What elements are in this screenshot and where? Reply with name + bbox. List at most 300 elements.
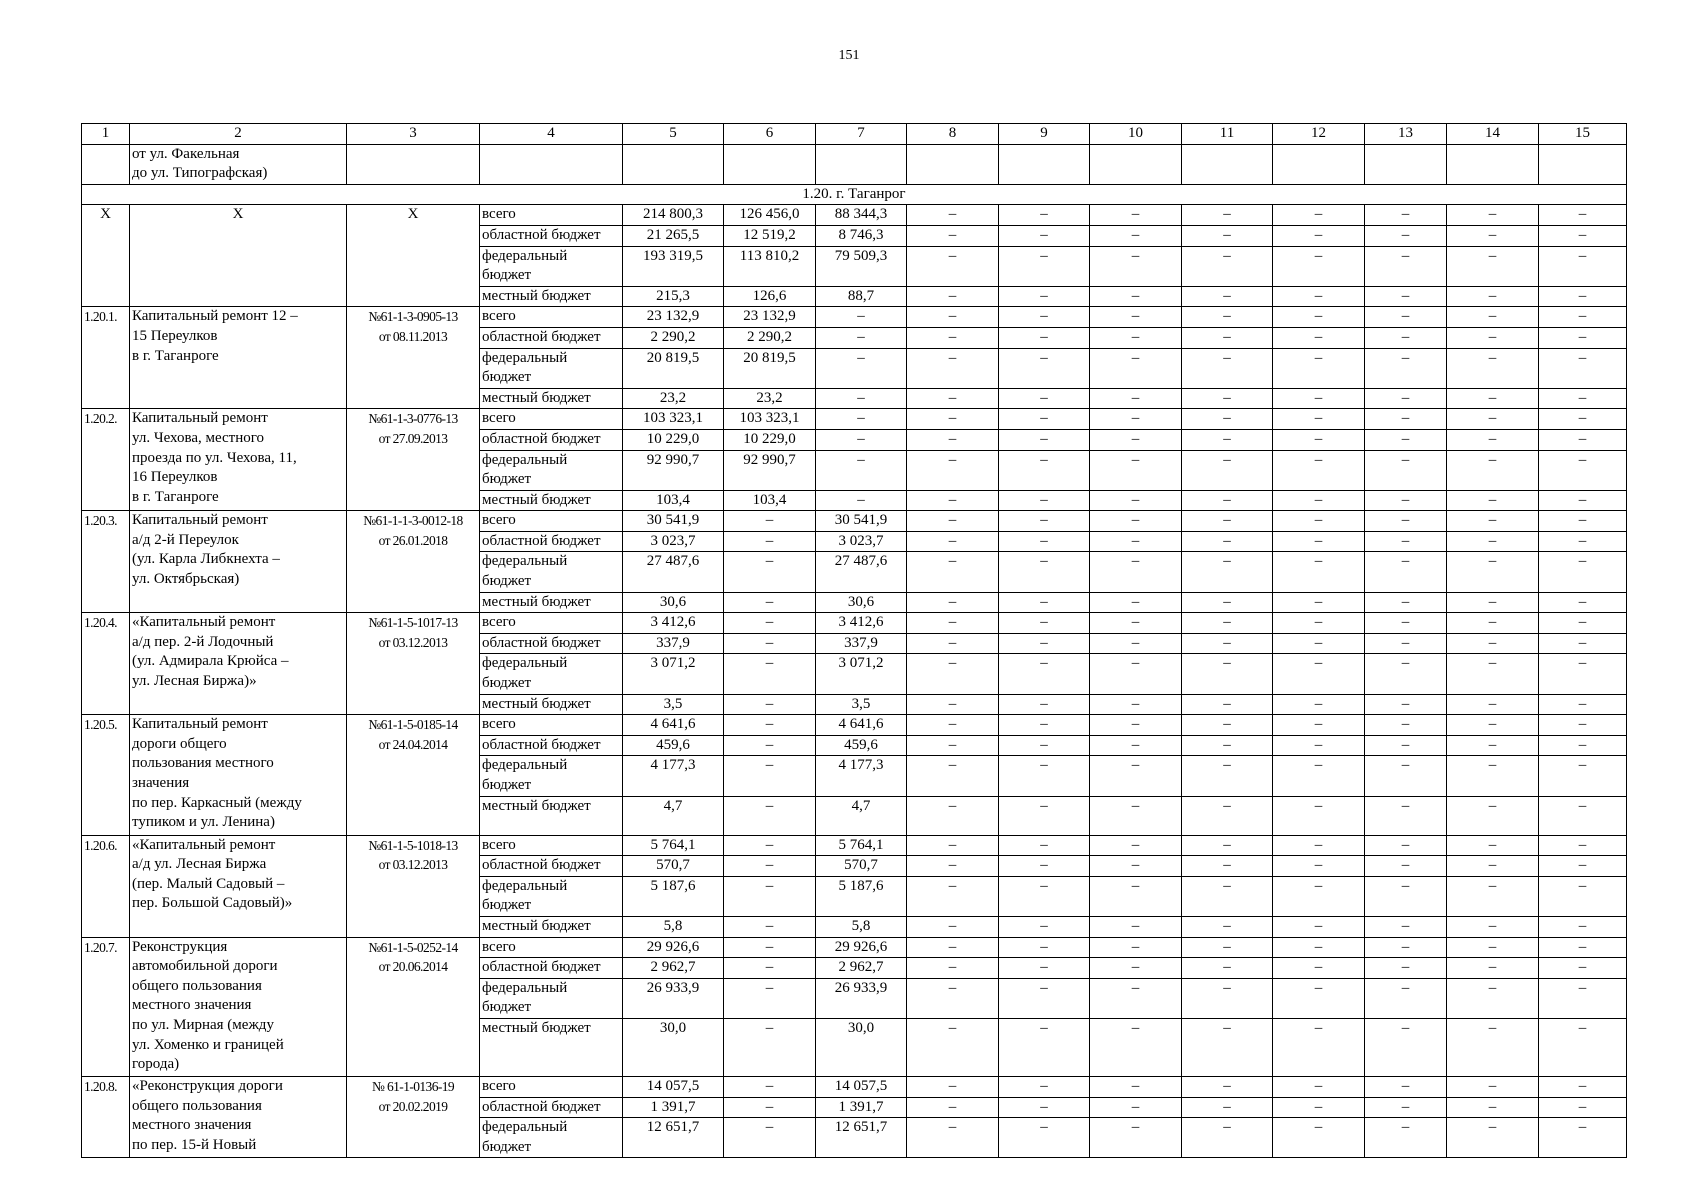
empty-cell xyxy=(999,144,1090,184)
dash-cell: – xyxy=(907,409,999,430)
dash-cell: – xyxy=(999,694,1090,715)
decision-line: от 08.11.2013 xyxy=(378,328,448,344)
decision-line: №61-1-5-0185-14 xyxy=(368,717,458,733)
value-col7: 30,0 xyxy=(816,1018,907,1076)
value-col7: – xyxy=(816,327,907,348)
dash-cell: – xyxy=(1447,958,1539,979)
dash-cell: – xyxy=(1365,286,1447,307)
value-col6: 126,6 xyxy=(724,286,816,307)
funding-source: областной бюджет xyxy=(480,531,623,552)
funding-source: местный бюджет xyxy=(480,286,623,307)
carry-over-row xyxy=(82,144,1627,184)
decision-line: от 03.12.2013 xyxy=(378,634,448,650)
value-col5: 5 764,1 xyxy=(623,835,724,856)
funding-source: областной бюджет xyxy=(480,958,623,979)
dash-cell: – xyxy=(1447,286,1539,307)
object-name-line: дороги общего xyxy=(132,735,227,752)
object-name-line: по ул. Мирная (между xyxy=(132,1016,274,1033)
value-col6: – xyxy=(724,633,816,654)
dash-cell: – xyxy=(999,735,1090,756)
value-col5: 12 651,7 xyxy=(623,1118,724,1158)
dash-cell: – xyxy=(1365,552,1447,592)
dash-cell: – xyxy=(1539,450,1627,490)
dash-cell: – xyxy=(1447,511,1539,532)
empty-cell xyxy=(724,144,816,184)
dash-cell: – xyxy=(907,756,999,796)
empty-cell xyxy=(907,144,999,184)
dash-cell: – xyxy=(1365,592,1447,613)
value-col7: – xyxy=(816,388,907,409)
dash-cell: – xyxy=(1273,694,1365,715)
value-col7: 5 187,6 xyxy=(816,876,907,916)
object-name-line: Капитальный ремонт xyxy=(132,716,268,733)
value-col6: – xyxy=(724,937,816,958)
value-col6: – xyxy=(724,531,816,552)
object-code: 1.20.6. xyxy=(82,835,130,937)
funding-source: областной бюджет xyxy=(480,735,623,756)
object-name-line: до ул. Типографская) xyxy=(132,165,268,182)
object-name-line: а/д 2-й Переулок xyxy=(132,531,239,548)
dash-cell: – xyxy=(999,1118,1090,1158)
decision-line: от 03.12.2013 xyxy=(378,857,448,873)
value-col5: 103,4 xyxy=(623,490,724,511)
dash-cell: – xyxy=(907,450,999,490)
dash-cell: – xyxy=(1273,1097,1365,1118)
dash-cell: – xyxy=(1539,1118,1627,1158)
dash-cell: – xyxy=(1182,633,1273,654)
dash-cell: – xyxy=(1090,694,1182,715)
empty-cell xyxy=(1182,144,1273,184)
dash-cell: – xyxy=(1090,225,1182,246)
dash-cell: – xyxy=(1273,735,1365,756)
value-col6: – xyxy=(724,592,816,613)
dash-cell: – xyxy=(1273,205,1365,226)
dash-cell: – xyxy=(907,694,999,715)
dash-cell: – xyxy=(1365,511,1447,532)
value-col5: 337,9 xyxy=(623,633,724,654)
dash-cell: – xyxy=(999,307,1090,328)
dash-cell: – xyxy=(1182,409,1273,430)
funding-source: федеральный бюджет xyxy=(480,1118,623,1158)
dash-cell: – xyxy=(999,958,1090,979)
dash-cell: – xyxy=(907,429,999,450)
value-col7: 79 509,3 xyxy=(816,246,907,286)
dash-cell: – xyxy=(1539,916,1627,937)
value-col5: 2 290,2 xyxy=(623,327,724,348)
dash-cell: – xyxy=(1273,490,1365,511)
object-name-line: (пер. Малый Садовый – xyxy=(132,875,285,892)
dash-cell: – xyxy=(999,1097,1090,1118)
dash-cell: – xyxy=(1273,348,1365,388)
column-number: 15 xyxy=(1539,124,1627,145)
dash-cell: – xyxy=(999,388,1090,409)
dash-cell: – xyxy=(1182,225,1273,246)
column-number: 9 xyxy=(999,124,1090,145)
dash-cell: – xyxy=(907,978,999,1018)
decision-cell xyxy=(347,937,480,1076)
dash-cell: – xyxy=(1273,1118,1365,1158)
dash-cell: – xyxy=(1365,1097,1447,1118)
decision-line: от 24.04.2014 xyxy=(378,736,448,752)
object-name-cell xyxy=(130,715,347,835)
dash-cell: – xyxy=(1090,205,1182,226)
object-name-line: общего пользования xyxy=(132,977,262,994)
dash-cell: – xyxy=(999,511,1090,532)
dash-cell: – xyxy=(1365,633,1447,654)
budget-source-row xyxy=(82,1076,1627,1097)
dash-cell: – xyxy=(1447,225,1539,246)
dash-cell: – xyxy=(1447,388,1539,409)
dash-cell: – xyxy=(1447,613,1539,634)
dash-cell: – xyxy=(1447,1118,1539,1158)
column-number: 12 xyxy=(1273,124,1365,145)
decision-line: от 27.09.2013 xyxy=(378,430,448,446)
empty-cell xyxy=(1090,144,1182,184)
dash-cell: – xyxy=(1182,307,1273,328)
value-col7: 8 746,3 xyxy=(816,225,907,246)
dash-cell: – xyxy=(1539,633,1627,654)
dash-cell: – xyxy=(1365,490,1447,511)
funding-source: областной бюджет xyxy=(480,225,623,246)
dash-cell: – xyxy=(1539,592,1627,613)
dash-cell: – xyxy=(1090,286,1182,307)
funding-source: федеральный бюджет xyxy=(480,978,623,1018)
dash-cell: – xyxy=(1539,694,1627,715)
decision-line: №61-1-5-1017-13 xyxy=(368,615,458,631)
value-col5: 27 487,6 xyxy=(623,552,724,592)
dash-cell: – xyxy=(1182,286,1273,307)
column-number: 7 xyxy=(816,124,907,145)
empty-cell xyxy=(623,144,724,184)
value-col7: 88,7 xyxy=(816,286,907,307)
value-col7: 5 764,1 xyxy=(816,835,907,856)
dash-cell: – xyxy=(1273,876,1365,916)
dash-cell: – xyxy=(1273,1076,1365,1097)
dash-cell: – xyxy=(1090,735,1182,756)
dash-cell: – xyxy=(999,613,1090,634)
object-name-line: автомобильной дороги xyxy=(132,958,278,975)
dash-cell: – xyxy=(1539,552,1627,592)
column-number: 13 xyxy=(1365,124,1447,145)
funding-source: федеральный бюджет xyxy=(480,552,623,592)
dash-cell: – xyxy=(1365,694,1447,715)
dash-cell: – xyxy=(1365,388,1447,409)
dash-cell: – xyxy=(1273,613,1365,634)
dash-cell: – xyxy=(907,633,999,654)
dash-cell: – xyxy=(1090,613,1182,634)
dash-cell: – xyxy=(1447,835,1539,856)
column-number: 1 xyxy=(82,124,130,145)
dash-cell: – xyxy=(1090,409,1182,430)
value-col6: – xyxy=(724,756,816,796)
object-name-line: пользования местного xyxy=(132,755,274,772)
dash-cell: – xyxy=(1447,348,1539,388)
object-name-line: значения xyxy=(132,775,190,791)
funding-source: всего xyxy=(480,715,623,736)
object-name-line: (ул. Адмирала Крюйса – xyxy=(132,653,289,670)
object-name-line: 15 Переулков xyxy=(132,327,218,344)
funding-source: всего xyxy=(480,409,623,430)
value-col5: 5 187,6 xyxy=(623,876,724,916)
value-col6: – xyxy=(724,796,816,835)
dash-cell: – xyxy=(1365,958,1447,979)
dash-cell: – xyxy=(1273,225,1365,246)
object-name-line: в г. Таганроге xyxy=(132,347,219,364)
dash-cell: – xyxy=(1365,876,1447,916)
dash-cell: – xyxy=(1447,307,1539,328)
object-name-cell xyxy=(130,409,347,511)
dash-cell: – xyxy=(1273,835,1365,856)
dash-cell: – xyxy=(1365,978,1447,1018)
dash-cell: – xyxy=(907,856,999,877)
dash-cell: – xyxy=(1090,1097,1182,1118)
dash-cell: – xyxy=(1539,511,1627,532)
dash-cell: – xyxy=(1090,876,1182,916)
dash-cell: – xyxy=(1447,735,1539,756)
value-col6: – xyxy=(724,654,816,694)
funding-source: федеральный бюджет xyxy=(480,756,623,796)
dash-cell: – xyxy=(1182,490,1273,511)
dash-cell: – xyxy=(1090,388,1182,409)
dash-cell: – xyxy=(1539,958,1627,979)
dash-cell: – xyxy=(907,916,999,937)
value-col6: 2 290,2 xyxy=(724,327,816,348)
funding-source: местный бюджет xyxy=(480,694,623,715)
funding-source: местный бюджет xyxy=(480,1018,623,1076)
dash-cell: – xyxy=(1182,735,1273,756)
dash-cell: – xyxy=(1447,327,1539,348)
dash-cell: – xyxy=(999,796,1090,835)
value-col5: 30,0 xyxy=(623,1018,724,1076)
value-col6: – xyxy=(724,835,816,856)
dash-cell: – xyxy=(1090,958,1182,979)
value-col7: 30,6 xyxy=(816,592,907,613)
page-number: 151 xyxy=(838,48,860,63)
value-col7: 27 487,6 xyxy=(816,552,907,592)
dash-cell: – xyxy=(1182,1118,1273,1158)
budget-table xyxy=(81,123,1627,1158)
value-col5: 20 819,5 xyxy=(623,348,724,388)
dash-cell: – xyxy=(1447,552,1539,592)
decision-line: № 61-1-0136-19 xyxy=(371,1078,455,1094)
dash-cell: – xyxy=(999,633,1090,654)
dash-cell: – xyxy=(999,429,1090,450)
dash-cell: – xyxy=(907,613,999,634)
dash-cell: – xyxy=(1365,715,1447,736)
dash-cell: – xyxy=(1182,429,1273,450)
dash-cell: – xyxy=(1273,592,1365,613)
value-col5: 2 962,7 xyxy=(623,958,724,979)
dash-cell: – xyxy=(999,592,1090,613)
dash-cell: – xyxy=(999,916,1090,937)
object-name-line: тупиком и ул. Ленина) xyxy=(132,814,275,831)
value-col6: – xyxy=(724,694,816,715)
dash-cell: – xyxy=(1182,937,1273,958)
dash-cell: – xyxy=(1182,856,1273,877)
dash-cell: – xyxy=(1182,1097,1273,1118)
object-name-line: а/д пер. 2-й Лодочный xyxy=(132,633,274,650)
object-name-line: проезда по ул. Чехова, 11, xyxy=(132,449,297,466)
dash-cell: – xyxy=(907,490,999,511)
dash-cell: – xyxy=(1273,1018,1365,1076)
value-col5: 3 071,2 xyxy=(623,654,724,694)
object-name-cell xyxy=(130,511,347,613)
dash-cell: – xyxy=(907,552,999,592)
decision-line: №61-1-3-0905-13 xyxy=(368,309,458,325)
object-name-cell xyxy=(130,307,347,409)
funding-source: местный бюджет xyxy=(480,796,623,835)
dash-cell: – xyxy=(1447,937,1539,958)
object-code: 1.20.4. xyxy=(82,613,130,715)
dash-cell: – xyxy=(1182,552,1273,592)
value-col6: – xyxy=(724,876,816,916)
funding-source: местный бюджет xyxy=(480,388,623,409)
column-number: 6 xyxy=(724,124,816,145)
dash-cell: – xyxy=(907,835,999,856)
object-name-line: а/д ул. Лесная Биржа xyxy=(132,856,267,873)
object-name-line: местного значения xyxy=(132,997,252,1014)
dash-cell: – xyxy=(1273,450,1365,490)
funding-source: местный бюджет xyxy=(480,916,623,937)
budget-source-row xyxy=(82,715,1627,736)
dash-cell: – xyxy=(1090,490,1182,511)
dash-cell: – xyxy=(907,592,999,613)
dash-cell: – xyxy=(1447,531,1539,552)
dash-cell: – xyxy=(1090,916,1182,937)
value-col5: 3 412,6 xyxy=(623,613,724,634)
dash-cell: – xyxy=(999,1018,1090,1076)
empty-cell xyxy=(480,144,623,184)
dash-cell: – xyxy=(1273,856,1365,877)
dash-cell: – xyxy=(1539,1097,1627,1118)
dash-cell: – xyxy=(1539,654,1627,694)
budget-source-row xyxy=(82,511,1627,532)
value-col6: 10 229,0 xyxy=(724,429,816,450)
value-col6: – xyxy=(724,715,816,736)
dash-cell: – xyxy=(1273,246,1365,286)
value-col7: 2 962,7 xyxy=(816,958,907,979)
value-col5: 5,8 xyxy=(623,916,724,937)
dash-cell: – xyxy=(1539,1076,1627,1097)
value-col5: 103 323,1 xyxy=(623,409,724,430)
value-col7: 337,9 xyxy=(816,633,907,654)
dash-cell: – xyxy=(1447,450,1539,490)
dash-cell: – xyxy=(1090,327,1182,348)
dash-cell: – xyxy=(1182,796,1273,835)
decision-cell xyxy=(347,511,480,613)
object-name-line: по пер. Каркасный (между xyxy=(132,794,302,811)
dash-cell: – xyxy=(1182,531,1273,552)
column-number-row xyxy=(82,124,1627,145)
object-name-line: Капитальный ремонт xyxy=(132,410,268,427)
column-number: 11 xyxy=(1182,124,1273,145)
decision-line: №61-1-5-1018-13 xyxy=(368,837,458,853)
decision-line: №61-1-3-0776-13 xyxy=(368,411,458,427)
code-cell: Х xyxy=(82,205,130,307)
value-col6: 113 810,2 xyxy=(724,246,816,286)
funding-source: областной бюджет xyxy=(480,856,623,877)
funding-source: всего xyxy=(480,307,623,328)
dash-cell: – xyxy=(999,978,1090,1018)
dash-cell: – xyxy=(999,205,1090,226)
dash-cell: – xyxy=(907,511,999,532)
value-col6: 23 132,9 xyxy=(724,307,816,328)
dash-cell: – xyxy=(1273,715,1365,736)
dash-cell: – xyxy=(1273,796,1365,835)
dash-cell: – xyxy=(1539,613,1627,634)
value-col6: – xyxy=(724,916,816,937)
object-name-line: 16 Переулков xyxy=(132,469,218,486)
value-col5: 4 641,6 xyxy=(623,715,724,736)
dash-cell: – xyxy=(1447,694,1539,715)
dash-cell: – xyxy=(907,654,999,694)
object-name-line: Капитальный ремонт xyxy=(132,512,268,529)
funding-source: федеральный бюджет xyxy=(480,654,623,694)
object-name-line: ул. Октябрьская) xyxy=(132,571,240,588)
funding-source: всего xyxy=(480,937,623,958)
dash-cell: – xyxy=(1365,856,1447,877)
value-col6: 103 323,1 xyxy=(724,409,816,430)
dash-cell: – xyxy=(1539,531,1627,552)
dash-cell: – xyxy=(1539,490,1627,511)
value-col6: – xyxy=(724,1018,816,1076)
dash-cell: – xyxy=(1365,756,1447,796)
dash-cell: – xyxy=(1539,835,1627,856)
dash-cell: – xyxy=(1273,286,1365,307)
dash-cell: – xyxy=(999,1076,1090,1097)
value-col7: 1 391,7 xyxy=(816,1097,907,1118)
dash-cell: – xyxy=(1182,958,1273,979)
dash-cell: – xyxy=(1090,937,1182,958)
column-number: 4 xyxy=(480,124,623,145)
dash-cell: – xyxy=(1539,246,1627,286)
object-code: 1.20.3. xyxy=(82,511,130,613)
dash-cell: – xyxy=(907,327,999,348)
dash-cell: – xyxy=(907,388,999,409)
value-col5: 29 926,6 xyxy=(623,937,724,958)
dash-cell: – xyxy=(1539,286,1627,307)
funding-source: местный бюджет xyxy=(480,592,623,613)
value-col7: 459,6 xyxy=(816,735,907,756)
dash-cell: – xyxy=(907,205,999,226)
dash-cell: – xyxy=(1182,1018,1273,1076)
value-col7: 4 177,3 xyxy=(816,756,907,796)
dash-cell: – xyxy=(999,225,1090,246)
decision-cell xyxy=(347,307,480,409)
budget-source-row xyxy=(82,937,1627,958)
dash-cell: – xyxy=(999,552,1090,592)
object-code: 1.20.5. xyxy=(82,715,130,835)
value-col6: – xyxy=(724,1076,816,1097)
dash-cell: – xyxy=(1539,1018,1627,1076)
dash-cell: – xyxy=(1365,450,1447,490)
dash-cell: – xyxy=(1365,796,1447,835)
funding-source: федеральный бюджет xyxy=(480,876,623,916)
dash-cell: – xyxy=(1273,916,1365,937)
value-col5: 4 177,3 xyxy=(623,756,724,796)
value-col5: 23 132,9 xyxy=(623,307,724,328)
dash-cell: – xyxy=(1365,654,1447,694)
value-col6: – xyxy=(724,552,816,592)
dash-cell: – xyxy=(1182,327,1273,348)
empty-cell xyxy=(1539,144,1627,184)
dash-cell: – xyxy=(1539,409,1627,430)
dash-cell: – xyxy=(1090,654,1182,694)
dash-cell: – xyxy=(1182,715,1273,736)
column-number: 14 xyxy=(1447,124,1539,145)
dash-cell: – xyxy=(999,327,1090,348)
dash-cell: – xyxy=(1273,429,1365,450)
